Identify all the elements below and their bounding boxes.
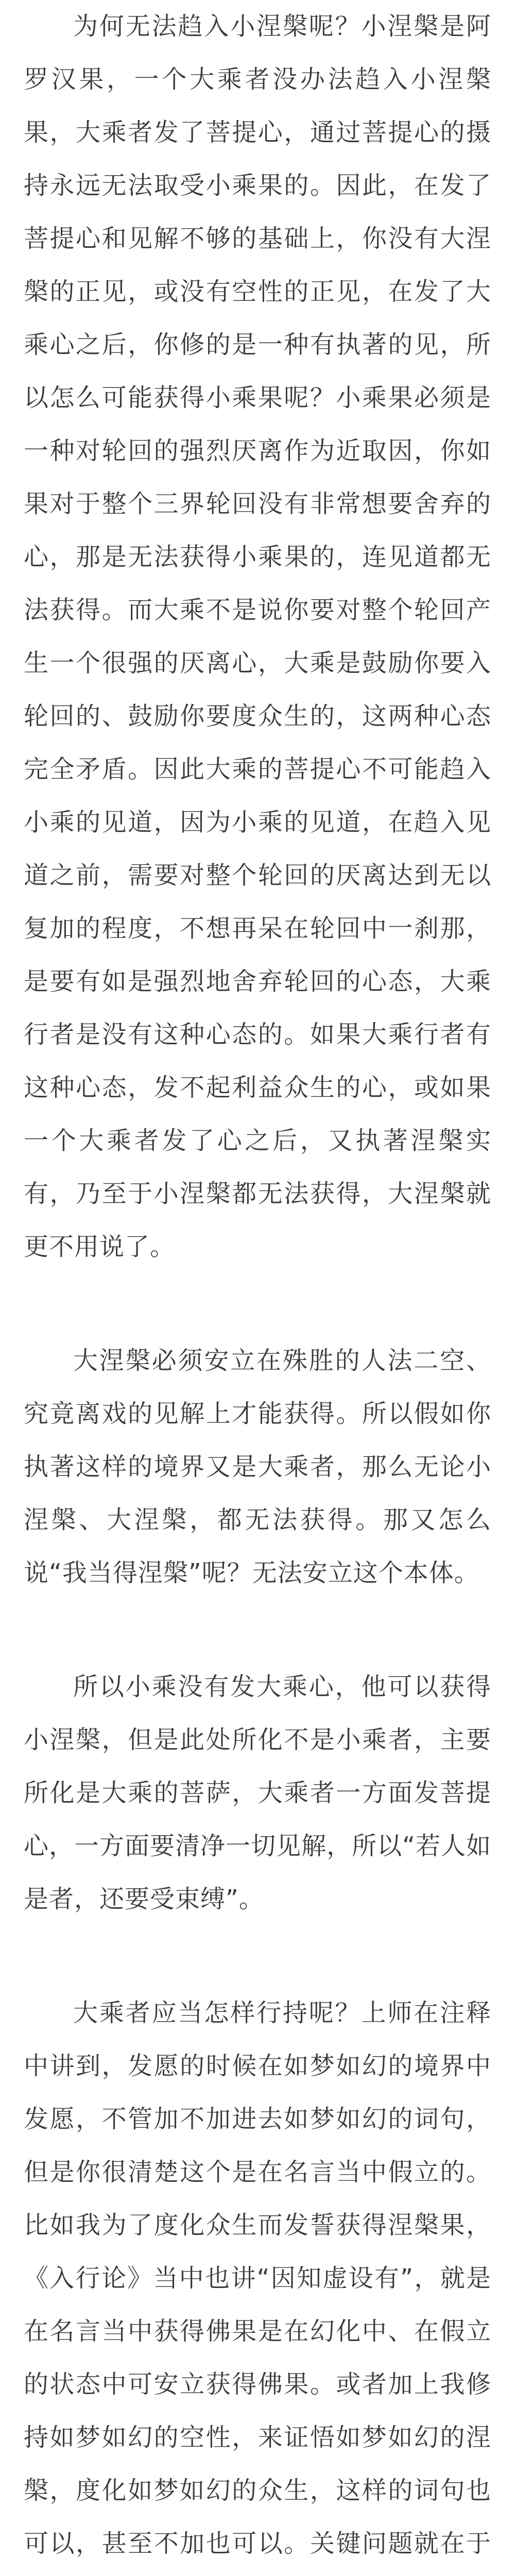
paragraph-4: 大乘者应当怎样行持呢？上师在注释中讲到，发愿的时候在如梦如幻的境界中发愿，不管加不加进去如梦如幻的词句，但是你很清楚这个是在名言当中假立的。比如我为了度化众生而发誓获得涅槃果，《入行论》当中也讲“因知虚设有”，就是在名言当中获得佛果是在幻化中、在假立的状态中可安立获得佛果。或者加上我修持如梦如幻的空性，来证悟如梦如幻的涅槃，度化如梦如幻的众生，这样的词句也可以，甚至不加也可以。关键问题就在于: [24, 1998, 491, 2558]
paragraph-3: 所以小乘没有发大乘心，他可以获得小涅槃，但是此处所化不是小乘者，主要所化是大乘的菩萨，大乘者一方面发菩提心，一方面要清净一切见解，所以“若人如是者，还要受束缚”。: [24, 1672, 491, 1913]
paragraph-1: 为何无法趋入小涅槃呢？小涅槃是阿罗汉果，一个大乘者没办法趋入小涅槃果，大乘者发了菩提心，通过菩提心的摄持永远无法取受小乘果的。因此，在发了菩提心和见解不够的基础上，你没有大涅槃的正见，或没有空性的正见，在发了大乘心之后，你修的是一种有执著的见，所以怎么可能获得小乘果呢？小乘果必须是一种对轮回的强烈厌离作为近取因，你如果对于整个三界轮回没有非常想要舍弃的心，那是无法获得小乘果的，连见道都无法获得。而大乘不是说你要对整个轮回产生一个很强的厌离心，大乘是鼓励你要入轮回的、鼓励你要度众生的，这两种心态完全矛盾。因此大乘的菩提心不可能趋入小乘的见道，因为小乘的见道，在趋入见道之前，需要对整个轮回的厌离达到无以复加的程度，不想再呆在轮回中一刹那，是要有如是强烈地舍弃轮回的心态，大乘行者是没有这种心态的。如果大乘行者有这种心态，发不起利益众生的心，或如果一个大乘者发了心之后，又执著涅槃实有，乃至于小涅槃都无法获得，大涅槃就更不用说了。: [24, 12, 491, 1261]
paragraph-2: 大涅槃必须安立在殊胜的人法二空、究竟离戏的见解上才能获得。所以假如你执著这样的境界又是大乘者，那么无论小涅槃、大涅槃，都无法获得。那又怎么说“我当得涅槃”呢？无法安立这个本体。: [24, 1346, 491, 1587]
